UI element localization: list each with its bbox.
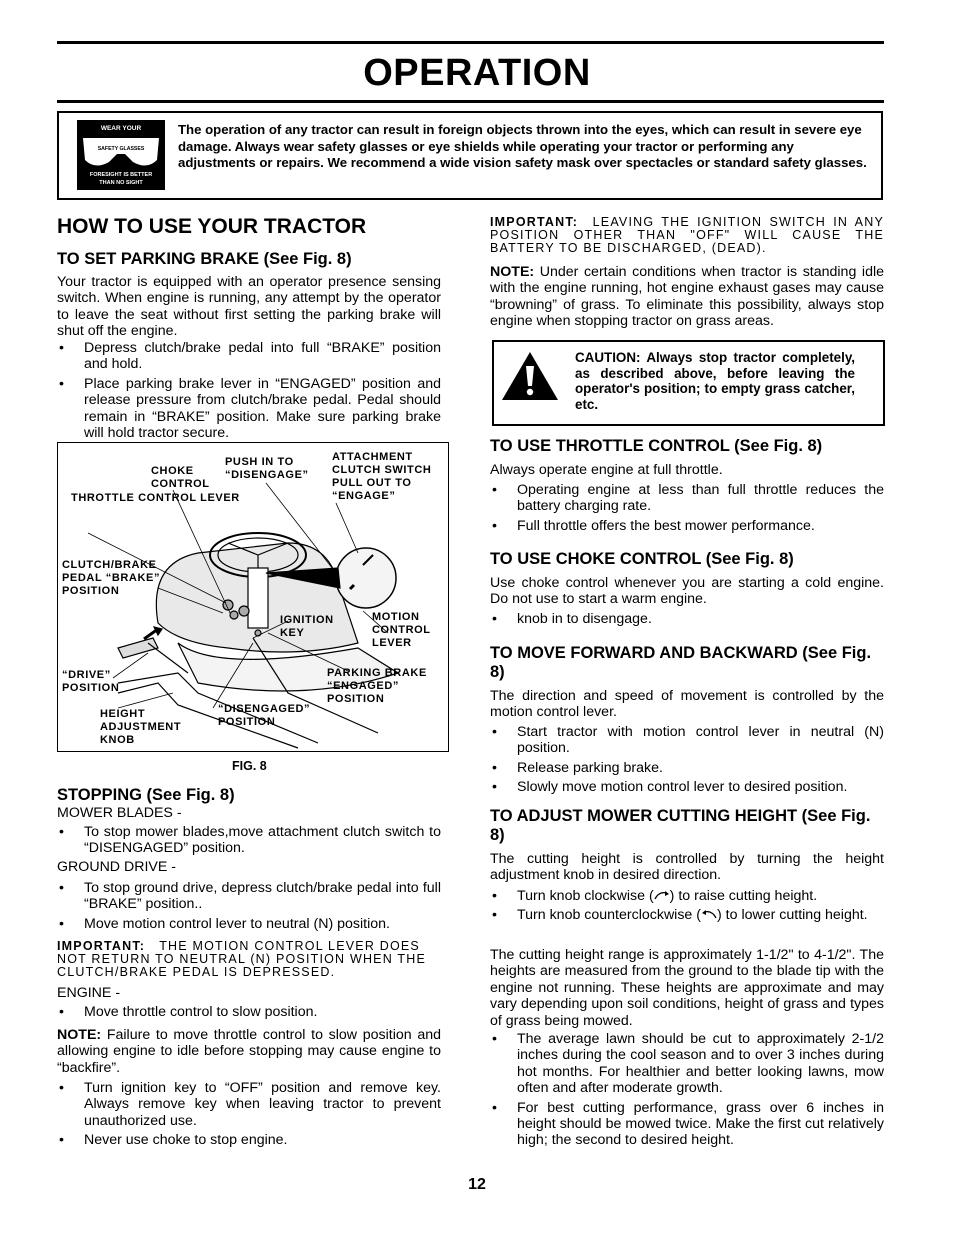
final-bullets — [57, 1080, 441, 1152]
move-bullets — [490, 724, 884, 799]
list-item: • Place parking brake lever in “ENGAGED” position and release pressure from clutch/brake pedal. Pedal should remain in “BRAKE” position. Make sure parking brake will hold tractor secure. — [57, 376, 441, 442]
lawn-bullets — [490, 1031, 884, 1152]
stopping-note: NOTE: Failure to move throttle control to slow position and allowing engine to idle before stopping may cause engine to “backfire”. — [57, 1027, 441, 1076]
list-item: • To stop mower blades,move attachment clutch switch to “DISENGAGED” position. — [57, 824, 441, 857]
engine-label: ENGINE - — [57, 985, 121, 1001]
safety-warning-text: The operation of any tractor can result in foreign objects thrown into the eyes, which can result in severe eye damage. Always wear safety glasses or eye shields while operating your tractor or performing any adjustments or repairs. We recommend a wide vision safety mask over spectacles or standard safety glasses. — [178, 122, 867, 170]
figure-caption: FIG. 8 — [232, 759, 267, 773]
list-item: • Turn knob clockwise ( ) to raise cutting height. — [490, 888, 884, 904]
page-title: OPERATION — [363, 52, 591, 94]
list-item: • Depress clutch/brake pedal into full “BRAKE” position and hold. — [57, 340, 441, 373]
label-motion: MOTION CONTROL LEVER — [372, 611, 431, 649]
list-item: • To stop ground drive, depress clutch/brake pedal into full “BRAKE” position.. — [57, 880, 441, 913]
blades-bullets — [57, 824, 441, 860]
top-rule — [57, 41, 884, 44]
parking-bullets — [57, 340, 441, 444]
choke-bullets — [490, 611, 884, 630]
label-push: PUSH IN TO “DISENGAGE” — [225, 456, 309, 481]
list-item: • knob in to disengage. — [490, 611, 884, 627]
label-ignition: IGNITION KEY — [280, 614, 334, 639]
height-bullets — [490, 888, 884, 927]
height-range-text: The cutting height range is approximately 1-1/2" to 4-1/2". The heights are measured from the ground to the blade tip with the engine not running. These heights are approximate and may vary depending upon soil conditions, height of grass and types of grass being mowed. — [490, 947, 884, 1029]
move-heading: TO MOVE FORWARD AND BACKWARD (See Fig. 8) — [490, 644, 872, 681]
label-parking: PARKING BRAKE “ENGAGED” POSITION — [327, 667, 427, 705]
list-item: • Turn knob counterclockwise ( ) to lower cutting height. — [490, 907, 884, 923]
list-item: • For best cutting performance, grass over 6 inches in height should be mowed twice. Make the first cut relatively high; the second to desired height. — [490, 1100, 884, 1149]
choke-heading: TO USE CHOKE CONTROL (See Fig. 8) — [490, 550, 794, 568]
page-number: 12 — [468, 1176, 486, 1193]
figure-8 — [57, 442, 449, 752]
label-attachment: ATTACHMENT CLUTCH SWITCH PULL OUT TO “ENGAGE” — [332, 451, 432, 502]
height-heading: TO ADJUST MOWER CUTTING HEIGHT (See Fig. 8) — [490, 807, 871, 844]
label-drive: “DRIVE” POSITION — [62, 669, 120, 694]
browning-note: NOTE: Under certain conditions when tractor is standing idle with the engine running, hot engine exhaust gases may cause “browning” of grass. To eliminate this possibility, always stop engine when stopping tractor on grass areas. — [490, 264, 885, 330]
counterclockwise-arrow-icon — [701, 909, 717, 920]
list-item: • The average lawn should be cut to approximately 2-1/2 inches during the cool season and to over 3 inches during hot months. For healthier and better looking lawns, mow often and after moderate growth. — [490, 1031, 884, 1097]
warning-triangle-icon — [500, 350, 560, 402]
height-text: The cutting height is controlled by turning the height adjustment knob in desired direction. — [490, 851, 884, 884]
list-item: • Move motion control lever to neutral (N) position. — [57, 916, 441, 932]
stopping-heading: STOPPING (See Fig. 8) — [57, 786, 235, 804]
clockwise-arrow-icon — [654, 890, 670, 901]
safety-glasses-icon — [77, 120, 165, 190]
svg-text:WEAR YOUR: WEAR YOUR — [100, 125, 142, 132]
svg-text:FORESIGHT IS BETTER: FORESIGHT IS BETTER — [89, 172, 153, 178]
throttle-text: Always operate engine at full throttle. — [490, 462, 723, 478]
list-item: • Start tractor with motion control lever in neutral (N) position. — [490, 724, 884, 757]
blades-label: MOWER BLADES - — [57, 805, 182, 821]
label-choke: CHOKE CONTROL — [151, 465, 210, 490]
label-clutch: CLUTCH/BRAKE PEDAL “BRAKE” POSITION — [62, 559, 161, 597]
engine-bullets — [57, 1004, 441, 1023]
list-item: • Full throttle offers the best mower performance. — [490, 518, 884, 534]
label-disengaged: “DISENGAGED” POSITION — [218, 703, 311, 728]
title-rule — [57, 100, 884, 103]
list-item: • Slowly move motion control lever to desired position. — [490, 779, 884, 795]
label-throttle: THROTTLE CONTROL LEVER — [71, 492, 240, 504]
svg-text:THAN NO SIGHT: THAN NO SIGHT — [99, 180, 143, 186]
list-item: • Never use choke to stop engine. — [57, 1132, 441, 1148]
caution-text: CAUTION: Always stop tractor completely, as described above, before leaving the operator's position; to empty grass catcher, etc. — [575, 350, 855, 412]
list-item: • Turn ignition key to “OFF” position and remove key. Always remove key when leaving tractor to prevent unauthorized use. — [57, 1080, 441, 1129]
list-item: • Operating engine at less than full throttle reduces the battery charging rate. — [490, 482, 884, 515]
throttle-bullets — [490, 482, 884, 537]
throttle-heading: TO USE THROTTLE CONTROL (See Fig. 8) — [490, 437, 823, 455]
parking-text: Your tractor is equipped with an operator presence sensing switch. When engine is running, any attempt by the operator to leave the seat without first setting the parking brake will shut off the engine. — [57, 274, 441, 340]
ignition-important: IMPORTANT: LEAVING THE IGNITION SWITCH IN ANY POSITION OTHER THAN "OFF" WILL CAUSE THE BATTERY TO BE DISCHARGED, (DEAD). — [490, 215, 884, 255]
svg-text:SAFETY GLASSES: SAFETY GLASSES — [97, 146, 145, 152]
label-height: HEIGHT ADJUSTMENT KNOB — [100, 708, 182, 746]
ground-label: GROUND DRIVE - — [57, 859, 177, 875]
parking-heading: TO SET PARKING BRAKE (See Fig. 8) — [57, 250, 352, 268]
stopping-important: IMPORTANT: THE MOTION CONTROL LEVER DOES NOT RETURN TO NEUTRAL (N) POSITION WHEN THE CLUTCH/BRAKE PEDAL IS DEPRESSED. — [57, 939, 426, 979]
move-text: The direction and speed of movement is controlled by the motion control lever. — [490, 688, 884, 721]
list-item: • Release parking brake. — [490, 760, 884, 776]
choke-text: Use choke control whenever you are starting a cold engine. Do not use to start a warm engine. — [490, 575, 884, 608]
list-item: • Move throttle control to slow position. — [57, 1004, 441, 1020]
ground-bullets — [57, 880, 441, 935]
main-heading: HOW TO USE YOUR TRACTOR — [57, 215, 367, 238]
